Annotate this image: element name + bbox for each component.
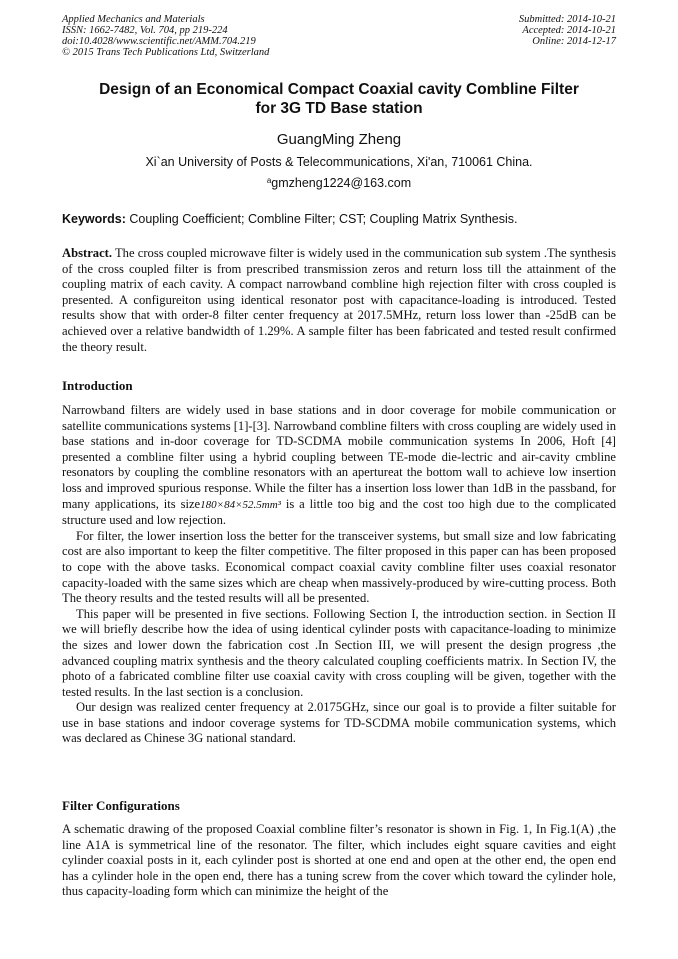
submitted-date: Submitted: 2014-10-21 — [518, 14, 616, 25]
abstract — [62, 246, 616, 355]
online-date: Online: 2014-12-17 — [532, 36, 616, 47]
keywords — [62, 212, 616, 226]
intro-paragraph-2: For filter, the lower insertion loss the better for the transceiver systems, but small size and low fabricating cost are also important to keep the filter competitive. The filter proposed in this paper can has been proposed to cope with the above tasks. Economical compact coaxial cavity combline filter uses coaxial resonator capacity-loaded with the same sizes which are cheap when massively-produced by wire-cutting process. Both The theory results and the tested results will all be presented. — [62, 528, 616, 606]
abstract-text: The cross coupled microwave filter is widely used in the communication sub system .The synthesis of the cross coupled filter is from prescribed transmission zeros and return loss till the attainment of the coupling matrix of each cavity. A compact narrowband combline high rejection filter with cross coupled is presented. A configureiton using identical resonator post with capacitance-loading is introduced. Tested results show that with order-8 filter center frequency at 2017.5MHz, return loss lower than -25dB can be achieved over a relative bandwidth of 1.29%. A sample filter has been fabricated and tested result confirmed the theory result. — [62, 246, 616, 354]
paper-title — [62, 80, 616, 118]
filter-configurations-section — [62, 822, 616, 900]
journal-copyright: © 2015 Trans Tech Publications Ltd, Switzerland — [62, 47, 270, 58]
journal-name: Applied Mechanics and Materials — [62, 14, 205, 25]
journal-doi: doi:10.4028/www.scientific.net/AMM.704.219 — [62, 36, 256, 47]
paper-title-line-2: for 3G TD Base station — [255, 100, 423, 117]
journal-info — [62, 14, 269, 58]
paper-title-line-1: Design of an Economical Compact Coaxial cavity Combline Filter — [99, 81, 579, 98]
keywords-label: Keywords: — [62, 212, 126, 226]
intro-p1-text-after: is a little too big and the cost too high due to the complicated structure used and low rejection. — [62, 496, 616, 528]
intro-paragraph-4: Our design was realized center frequency at 2.0175GHz, since our goal is to provide a filter suitable for use in base stations and indoor coverage systems for TD-SCDMA mobile communication systems, which was declared as Chinese 3G national standard. — [62, 700, 616, 746]
accepted-date: Accepted: 2014-10-21 — [522, 25, 616, 36]
journal-issn: ISSN: 1662-7482, Vol. 704, pp 219-224 — [62, 25, 228, 36]
author-affiliation: Xi`an University of Posts & Telecommunications, Xi'an, 710061 China. — [145, 155, 533, 169]
section-heading-introduction: Introduction — [62, 378, 133, 393]
email-address: gmzheng1224@163.com — [271, 176, 412, 190]
email-superscript: a — [266, 176, 272, 185]
submission-dates — [519, 14, 616, 47]
section-heading-filter-configurations: Filter Configurations — [62, 798, 180, 813]
intro-p1-text-before: Narrowband filters are widely used in base stations and in door coverage for mobile communication or satellite communications systems [1]-[3]. Narrowband combline filters with cross coupling are widely used in base stations and in-door coverage for TD-SCDMA mobile communication systems In 2006, Hoft [4] presented a combline filter using a hybrid coupling between TE-mode die-lectric and air-cavity cmbline resonators by coupling the combline resonators with an apertureat the bottom wall to achieve low insertion loss and improved spurious response. While the filter has a insertion loss lower than 1dB in the passband, for many applications, its size — [62, 403, 616, 511]
abstract-paragraph — [62, 246, 616, 355]
size-formula: 180×84×52.5mm³ — [200, 498, 281, 511]
author-email — [62, 176, 616, 190]
filter-paragraph-1: A schematic drawing of the proposed Coaxial combline filter’s resonator is shown in Fig. 1, In Fig.1(A) ,the line A1A is symmetrical line of the resonator. The filter, which includes eight square cavities and eight cylinder coaxial posts in it, each cylinder post is shorted at one end and open at the other end, the open end has a cylinder hole in the open end, there has a tuning screw from the cover which toward the cylinder hole, thus capacity-loading form which can minimize the height of the — [62, 822, 616, 899]
intro-paragraph-3: This paper will be presented in five sections. Following Section I, the introduction section. in Section II we will briefly describe how the idea of using identical cylinder posts with capacitance-loading to minimize the sizes and lower down the fabrication cost .In Section III, we will present the design progress ,the advanced coupling matrix synthesis and the theory calculated coupling coefficients matrix. In Section IV, the photo of a fabricated combline filter use coaxial cavity with cross coupling will be given, together with the tested results. In the last section is a conclusion. — [62, 606, 616, 699]
intro-paragraph-1 — [62, 403, 616, 529]
keywords-text: Coupling Coefficient; Combline Filter; CST; Coupling Matrix Synthesis. — [125, 212, 518, 226]
author-name: GuangMing Zheng — [276, 131, 402, 148]
introduction-section — [62, 403, 616, 747]
abstract-label: Abstract. — [62, 246, 113, 260]
